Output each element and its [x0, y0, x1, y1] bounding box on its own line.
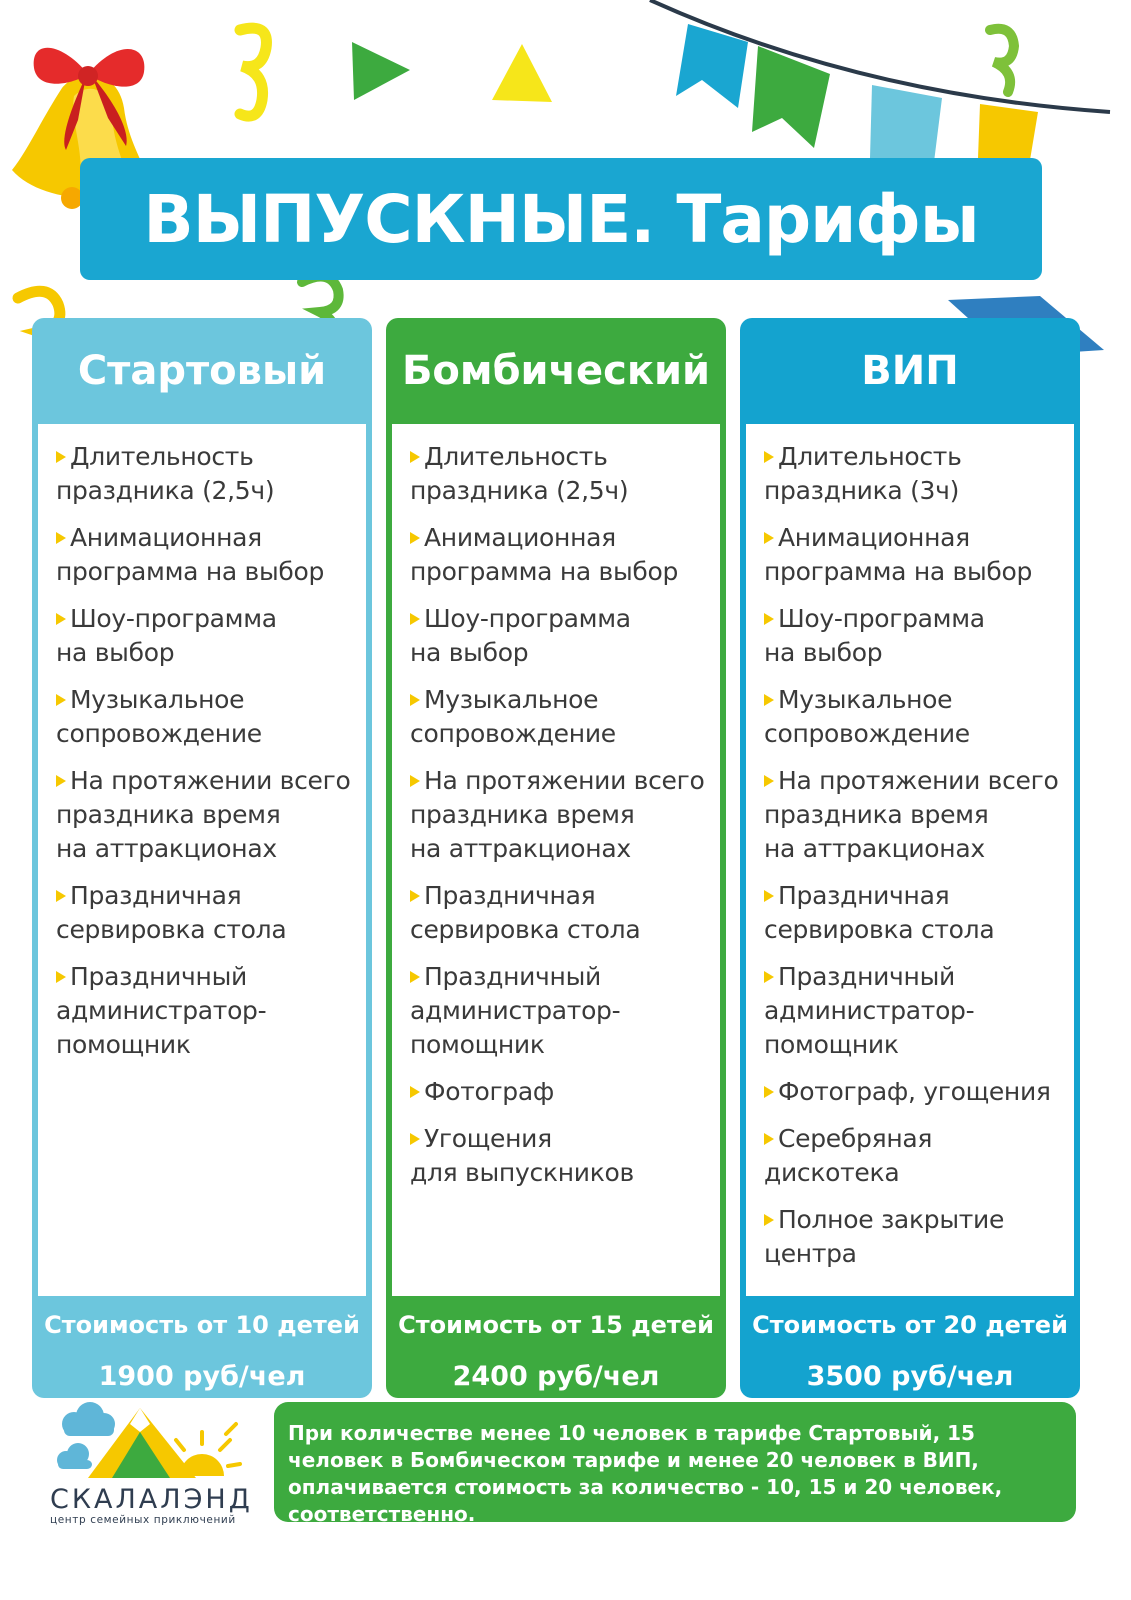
feature-item: Музыкальное сопровождение: [764, 685, 970, 748]
arrow-bullet-icon: [410, 1086, 420, 1098]
plan-condition: Стоимость от 10 детей: [44, 1311, 360, 1339]
plan-card-vip: [740, 318, 1080, 1398]
feature-item: Фотограф: [410, 1075, 720, 1109]
plan-card-bomb: [386, 318, 726, 1398]
flag-light-blue: [870, 85, 942, 162]
feature-item: Анимационная программа на выбор: [764, 523, 1033, 586]
plan-card-start: [32, 318, 372, 1398]
feature-item: Праздничная сервировка стола: [764, 881, 995, 944]
arrow-bullet-icon: [764, 613, 774, 625]
feature-item: Длительность праздника (2,5ч): [410, 442, 629, 505]
plan-price: 2400 руб/чел: [452, 1360, 660, 1392]
arrow-bullet-icon: [764, 694, 774, 706]
confetti-green-top: [990, 29, 1014, 92]
flag-yellow: [978, 104, 1038, 160]
plan-price: 3500 руб/чел: [806, 1360, 1014, 1392]
plan-name: Стартовый: [77, 348, 327, 394]
feature-item: Шоу-программа на выбор: [410, 604, 631, 667]
feature-item: Праздничная сервировка стола: [56, 881, 287, 944]
feature-item: Фотограф, угощения: [764, 1075, 1074, 1109]
arrow-bullet-icon: [410, 451, 420, 463]
plan-features-panel: [392, 424, 720, 1296]
plan-name: Бомбический: [401, 348, 711, 394]
plan-name: ВИП: [861, 348, 959, 394]
feature-item: Анимационная программа на выбор: [410, 523, 679, 586]
feature-item: Угощения для выпускников: [410, 1124, 634, 1187]
arrow-bullet-icon: [764, 1214, 774, 1226]
feature-item: Шоу-программа на выбор: [56, 604, 277, 667]
feature-item: Музыкальное сопровождение: [56, 685, 262, 748]
feature-item: Шоу-программа на выбор: [764, 604, 985, 667]
arrow-bullet-icon: [56, 775, 66, 787]
plan-price: 1900 руб/чел: [98, 1360, 306, 1392]
feature-item: Анимационная программа на выбор: [56, 523, 325, 586]
plan-condition: Стоимость от 15 детей: [398, 1311, 714, 1339]
pricing-note: При количестве менее 10 человек в тарифе Стартовый, 15 человек в Бомбическом тарифе и менее 20 человек в ВИП, оплачивается стоимость за количество - 10, 15 и 20 человек, соответственно.: [274, 1402, 1076, 1522]
triangle-green: [352, 42, 410, 100]
feature-item: Праздничный администратор- помощник: [410, 962, 621, 1059]
title-banner: [80, 158, 1042, 280]
feature-list: [56, 440, 366, 1075]
feature-item: На протяжении всего праздника время на аттракционах: [764, 766, 1059, 863]
arrow-bullet-icon: [410, 971, 420, 983]
logo-name: СКАЛАЛЭНД: [50, 1484, 253, 1515]
feature-item: Длительность праздника (2,5ч): [56, 442, 275, 505]
feature-item: Музыкальное сопровождение: [410, 685, 616, 748]
feature-item: Праздничная сервировка стола: [410, 881, 641, 944]
confetti-yellow-top: [240, 28, 266, 116]
feature-list: [410, 440, 720, 1203]
feature-list: [764, 440, 1074, 1284]
arrow-bullet-icon: [410, 694, 420, 706]
arrow-bullet-icon: [764, 1133, 774, 1145]
arrow-bullet-icon: [56, 532, 66, 544]
feature-item: На протяжении всего праздника время на аттракционах: [410, 766, 705, 863]
arrow-bullet-icon: [410, 775, 420, 787]
arrow-bullet-icon: [410, 1133, 420, 1145]
plan-features-panel: [746, 424, 1074, 1296]
logo-tagline: центр семейных приключений: [50, 1514, 236, 1526]
arrow-bullet-icon: [410, 613, 420, 625]
feature-item: Полное закрытие центра: [764, 1205, 1005, 1268]
arrow-bullet-icon: [56, 694, 66, 706]
page-title: ВЫПУСКНЫЕ. Тарифы: [143, 180, 979, 258]
plan-features-panel: [38, 424, 366, 1296]
arrow-bullet-icon: [764, 971, 774, 983]
arrow-bullet-icon: [56, 451, 66, 463]
arrow-bullet-icon: [410, 890, 420, 902]
arrow-bullet-icon: [764, 775, 774, 787]
arrow-bullet-icon: [764, 890, 774, 902]
arrow-bullet-icon: [764, 451, 774, 463]
feature-item: Длительность праздника (3ч): [764, 442, 962, 505]
arrow-bullet-icon: [56, 890, 66, 902]
feature-item: Праздничный администратор- помощник: [56, 962, 267, 1059]
feature-item: На протяжении всего праздника время на аттракционах: [56, 766, 351, 863]
arrow-bullet-icon: [764, 1086, 774, 1098]
arrow-bullet-icon: [56, 971, 66, 983]
feature-item: Праздничный администратор- помощник: [764, 962, 975, 1059]
plan-condition: Стоимость от 20 детей: [752, 1311, 1068, 1339]
triangle-yellow: [492, 44, 552, 102]
arrow-bullet-icon: [764, 532, 774, 544]
arrow-bullet-icon: [56, 613, 66, 625]
arrow-bullet-icon: [410, 532, 420, 544]
feature-item: Серебряная дискотека: [764, 1124, 933, 1187]
